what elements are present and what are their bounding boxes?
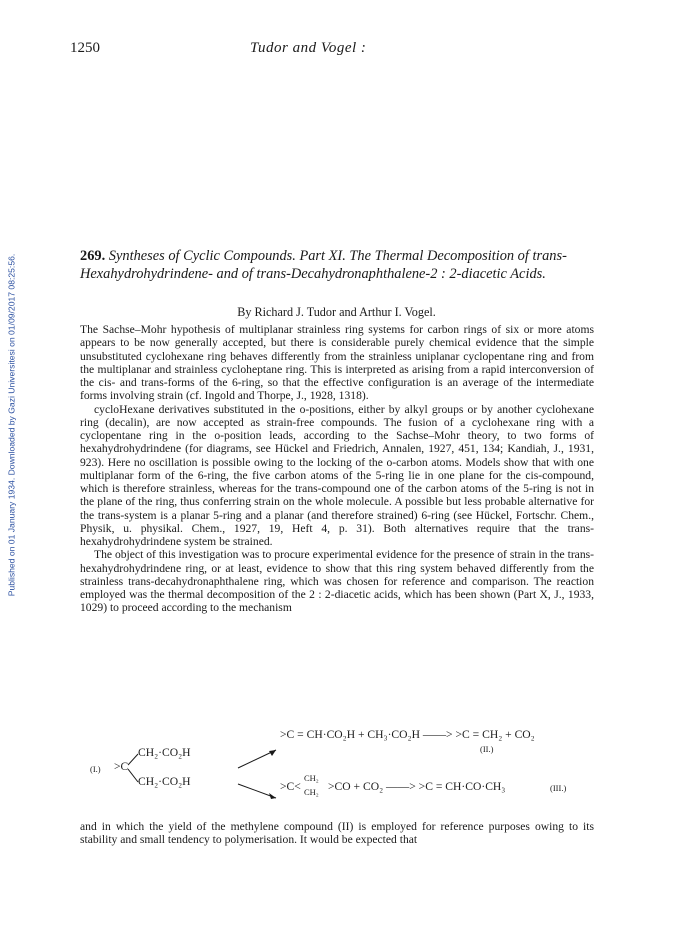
lower-reaction-text: CO + CO₂ ——> >C = CH·CO·CH₃ <box>334 780 506 793</box>
scheme-bonds-arrows <box>128 744 278 804</box>
running-head: Tudor and Vogel : <box>250 40 367 56</box>
reaction-scheme <box>80 728 594 816</box>
lower-reaction: >CO + CO₂ ——> >C = CH·CO·CH₃ <box>328 780 506 793</box>
paragraph-2: cycloHexane derivatives substituted in the o-positions, either by alkyl groups or by another cyclohexane ring (decalin), are now accepted as strain-free compounds. The fusion of a cyclohexane ring with a cyclopentane ring in the o-position leads, according to the Sachse–Mohr theory, to two forms of hexahydrohydrindene (for diagrams, see Hückel and Friedrich, Annalen, 1927, 451, 134; Kandiah, J., 1931, 923). Here no oscillation is possible owing to the locking of the o-carbon atoms. Models show that with one multiplanar form of the 6-ring, the five carbon atoms of the 5-ring lie in one plane for the cis-compound, which is therefore strainless, whereas for the trans-compound one of the carbon atoms of the 5-ring is not in the plane of the ring, thus conferring strain on the whole molecule. A possible but less probable alternative for the trans-system is a planar 5-ring and a planar (and therefore strained) 6-ring (see Hückel, Fortschr. Chem., Physik, u. physikal. Chem., 1927, 19, Heft 4, p. 31). Both alternatives require that the trans-hexahydrohydrindene system be strained. <box>80 402 594 548</box>
ring-ch2-bottom: CH₂ <box>304 787 319 797</box>
article-number: 269. <box>80 248 106 264</box>
ring-ch2-top: CH₂ <box>304 773 319 783</box>
article-title <box>80 248 600 283</box>
download-notice <box>0 145 22 705</box>
article-body <box>80 323 594 615</box>
paragraph-4: and in which the yield of the methylene compound (II) is employed for reference purposes owing to its stability and small tendency to polymerisation. It would be expected that <box>80 820 594 847</box>
central-carbon: >C <box>114 760 129 773</box>
paragraph-1: The Sachse–Mohr hypothesis of multiplanar strainless ring systems for carbon rings of six or more atoms appears to be now generally accepted, but there is considerable purely chemical evidence that the simple unsubstituted cyclohexane ring behaves differently from the strainless uniplanar cyclopentane ring and from the multiplanar and strainless cycloheptane ring. This is interpreted as arising from a rapid interconversion of the cis- and trans-forms of the 6-ring, so that the effective configuration is an average of the intermediate forms involving strain (cf. Ingold and Thorpe, J., 1928, 1318). <box>80 323 594 403</box>
paragraph-3: The object of this investigation was to procure experimental evidence for the presence of strain in the trans-hexahydrohydrindene ring, or at least, evidence to show that this ring system behaved differently from the strainless trans-decahydronaphthalene ring, which was chosen for reference and comparison. The reaction employed was the thermal decomposition of the 2 : 2-diacetic acids, which has been shown (Part X, J., 1933, 1029) to proceed according to the mechanism <box>80 548 594 615</box>
label-compound-1: (I.) <box>90 764 101 774</box>
ring-carbon: >C< <box>280 780 301 793</box>
byline: By Richard J. Tudor and Arthur I. Vogel. <box>237 305 436 319</box>
download-notice-text: Published on 01 January 1934. Downloaded by Gazi Universitesi on 01/09/2017 08:25:56. <box>6 253 16 597</box>
page-number: 1250 <box>70 40 100 56</box>
substituent-upper: CH₂·CO₂H <box>138 746 191 759</box>
substituent-lower: CH₂·CO₂H <box>138 775 191 788</box>
label-compound-2: (II.) <box>480 744 494 754</box>
article-title-text: Syntheses of Cyclic Compounds. Part XI. The Thermal Decomposition of trans-Hexahydrohydrindene- and of trans-Decahydronaphthalene-2 : 2-diacetic Acids. <box>80 248 567 282</box>
label-compound-3: (III.) <box>550 783 567 793</box>
upper-reaction: >C = CH·CO₂H + CH₃·CO₂H ——> >C = CH₂ + CO₂ <box>280 728 535 741</box>
